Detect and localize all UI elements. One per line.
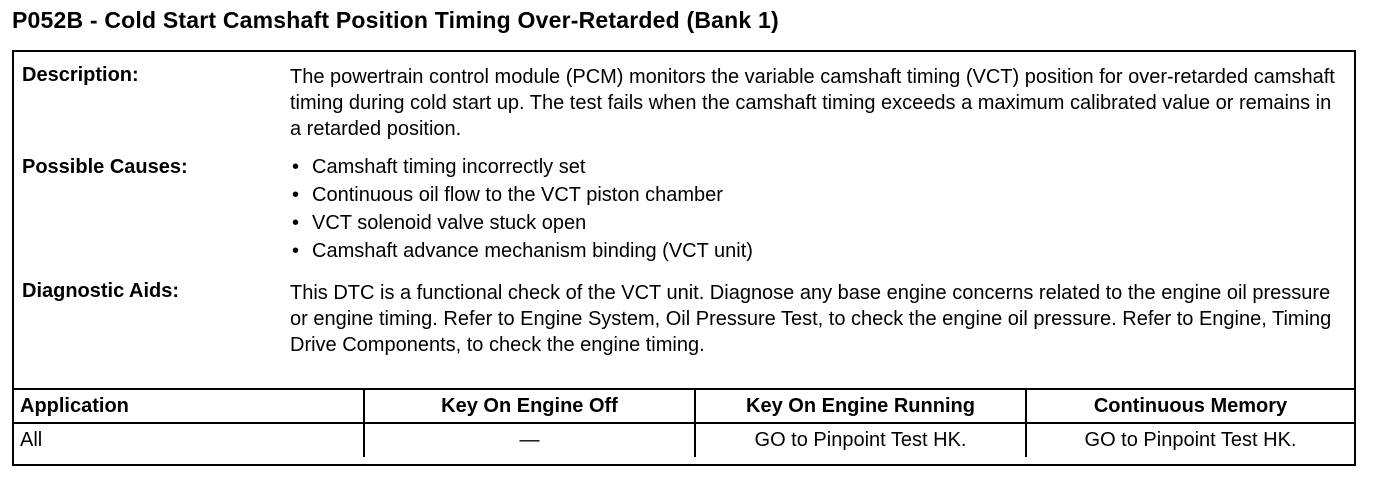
possible-causes-list	[290, 153, 1340, 265]
dtc-info-section	[14, 52, 1354, 388]
list-item: • Continuous oil flow to the VCT piston chamber	[290, 181, 1340, 209]
diagnostic-aids-text	[290, 280, 1340, 358]
list-item: • Camshaft timing incorrectly set	[290, 153, 1340, 181]
description-label: Description:	[22, 64, 139, 86]
column-header-continuous-memory: Continuous Memory	[1026, 389, 1354, 423]
possible-causes-label: Possible Causes:	[22, 156, 188, 178]
table-header-row	[14, 389, 1354, 423]
diagnostic-aids-paragraph: This DTC is a functional check of the VCT unit. Diagnose any base engine concerns related to the engine oil pressure or engine timing. Refer to Engine System, Oil Pressure Test, to check the engine oil pressure. Refer to Engine, Timing Drive Components, to check the engine timing.	[290, 282, 1332, 356]
list-item: • VCT solenoid valve stuck open	[290, 209, 1340, 237]
list-item: • Camshaft advance mechanism binding (VCT unit)	[290, 237, 1340, 265]
table-row	[14, 423, 1354, 457]
page-title: P052B - Cold Start Camshaft Position Timing Over-Retarded (Bank 1)	[12, 7, 779, 33]
table-cell-application: All	[14, 423, 364, 457]
column-header-application: Application	[14, 389, 364, 423]
possible-causes-list-container	[290, 153, 1340, 265]
table-cell-continuous-memory: GO to Pinpoint Test HK.	[1026, 423, 1354, 457]
column-header-key-on-engine-off: Key On Engine Off	[364, 389, 695, 423]
description-paragraph: The powertrain control module (PCM) monitors the variable camshaft timing (VCT) position for over-retarded camshaft timing during cold start up. The test fails when the camshaft timing exceeds a maximum calibrated value or remains in a retarded position.	[290, 66, 1335, 140]
application-table	[14, 388, 1354, 457]
diagnostic-aids-label: Diagnostic Aids:	[22, 280, 180, 302]
column-header-key-on-engine-running: Key On Engine Running	[695, 389, 1026, 423]
table-cell-koer: GO to Pinpoint Test HK.	[695, 423, 1026, 457]
table-cell-koeo: —	[364, 423, 695, 457]
dtc-info-box	[12, 50, 1356, 466]
description-text	[290, 64, 1340, 142]
